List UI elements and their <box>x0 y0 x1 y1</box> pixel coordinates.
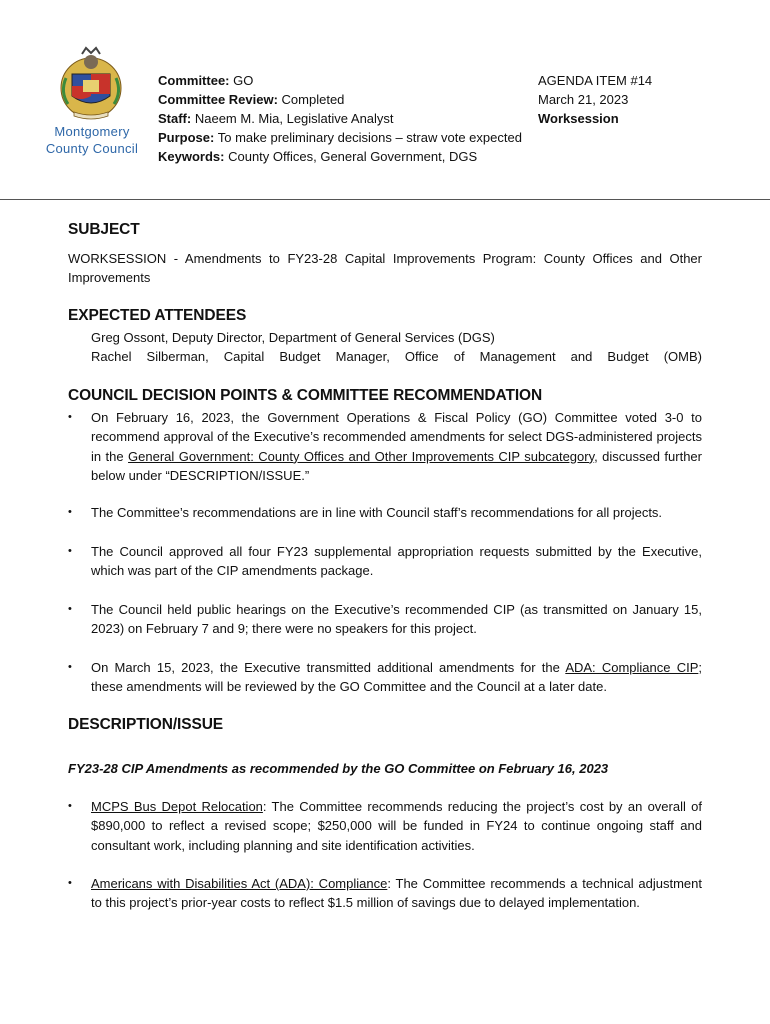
bullet-glyph: • <box>68 506 72 518</box>
bullet-glyph: • <box>68 800 72 812</box>
attendee-1: Greg Ossont, Deputy Director, Department of General Services (DGS) <box>91 330 495 345</box>
ada-compliance-cip-link[interactable]: ADA: Compliance CIP <box>565 660 699 675</box>
agenda-item-number: AGENDA ITEM #14 <box>538 73 653 88</box>
county-seal-logo <box>58 44 124 126</box>
wordmark-line-2: County Council <box>45 141 139 156</box>
agenda-date: March 21, 2023 <box>538 92 629 107</box>
bullet-glyph: • <box>68 411 72 423</box>
agenda-info <box>538 71 738 128</box>
decision-point-1: On February 16, 2023, the Government Operations & Fiscal Policy (GO) Committee voted 3-0 to recommend approval of the Executive’s recommended amendments for select DGS-administered projects in the General Government: County Offices and Other Improvements CIP subcategory, discussed further below under “DESCRIPTION/ISSUE.” <box>91 410 702 483</box>
agenda-type: Worksession <box>538 111 619 126</box>
attendees-heading: EXPECTED ATTENDEES <box>68 307 247 324</box>
description-item-2: Americans with Disabilities Act (ADA): Compliance: The Committee recommends a technical adjustment to this project’s prior-year costs to reflect $1.5 million of savings due to delayed implementation. <box>91 876 702 911</box>
bullet-glyph: • <box>68 877 72 889</box>
memo-meta <box>158 71 522 166</box>
subject-heading: SUBJECT <box>68 221 140 238</box>
decision-point-3: The Council approved all four FY23 supplemental appropriation requests submitted by the Executive, which was part of the CIP amendments package. <box>91 544 702 579</box>
mcps-bus-depot-link[interactable]: MCPS Bus Depot Relocation <box>91 799 263 814</box>
bullet-glyph: • <box>68 603 72 615</box>
purpose-line: Purpose: To make preliminary decisions – straw vote expected <box>158 130 522 145</box>
bullet-glyph: • <box>68 545 72 557</box>
cip-subcategory-link[interactable]: General Government: County Offices and Other Improvements CIP subcategory <box>128 448 595 464</box>
ada-compliance-link[interactable]: Americans with Disabilities Act (ADA): Compliance <box>91 876 388 891</box>
decision-point-5: On March 15, 2023, the Executive transmitted additional amendments for the ADA: Compliance CIP; these amendments will be reviewed by the GO Committee and the Council at a later date. <box>91 660 702 695</box>
staff-line: Staff: Naeem M. Mia, Legislative Analyst <box>158 111 394 126</box>
description-subheading: FY23-28 CIP Amendments as recommended by the GO Committee on February 16, 2023 <box>68 761 609 776</box>
decision-point-4: The Council held public hearings on the Executive’s recommended CIP (as transmitted on January 15, 2023) on February 7 and 9; there were no speakers for this project. <box>91 602 702 637</box>
review-line: Committee Review: Completed <box>158 92 345 107</box>
attendee-2: Rachel Silberman, Capital Budget Manager, Office of Management and Budget (OMB) <box>91 349 702 364</box>
subject-text: WORKSESSION - Amendments to FY23-28 Capital Improvements Program: County Offices and Other Improvements <box>68 251 702 286</box>
description-item-1: MCPS Bus Depot Relocation: The Committee recommends reducing the project’s cost by an overall of $890,000 to reflect a revised scope; $250,000 will be funded in FY24 to continue ongoing staff and consultant work, including planning and site identification activities. <box>91 799 702 853</box>
bullet-glyph: • <box>68 661 72 673</box>
county-council-wordmark <box>40 123 144 157</box>
wordmark-line-1: Montgomery <box>54 124 130 139</box>
keywords-line: Keywords: County Offices, General Government, DGS <box>158 149 478 164</box>
decision-point-2: The Committee’s recommendations are in line with Council staff’s recommendations for all projects. <box>91 505 663 520</box>
decision-heading: COUNCIL DECISION POINTS & COMMITTEE RECOMMENDATION <box>68 387 543 404</box>
committee-line: Committee: GO <box>158 73 254 88</box>
description-heading: DESCRIPTION/ISSUE <box>68 716 224 733</box>
header-divider <box>0 199 770 200</box>
